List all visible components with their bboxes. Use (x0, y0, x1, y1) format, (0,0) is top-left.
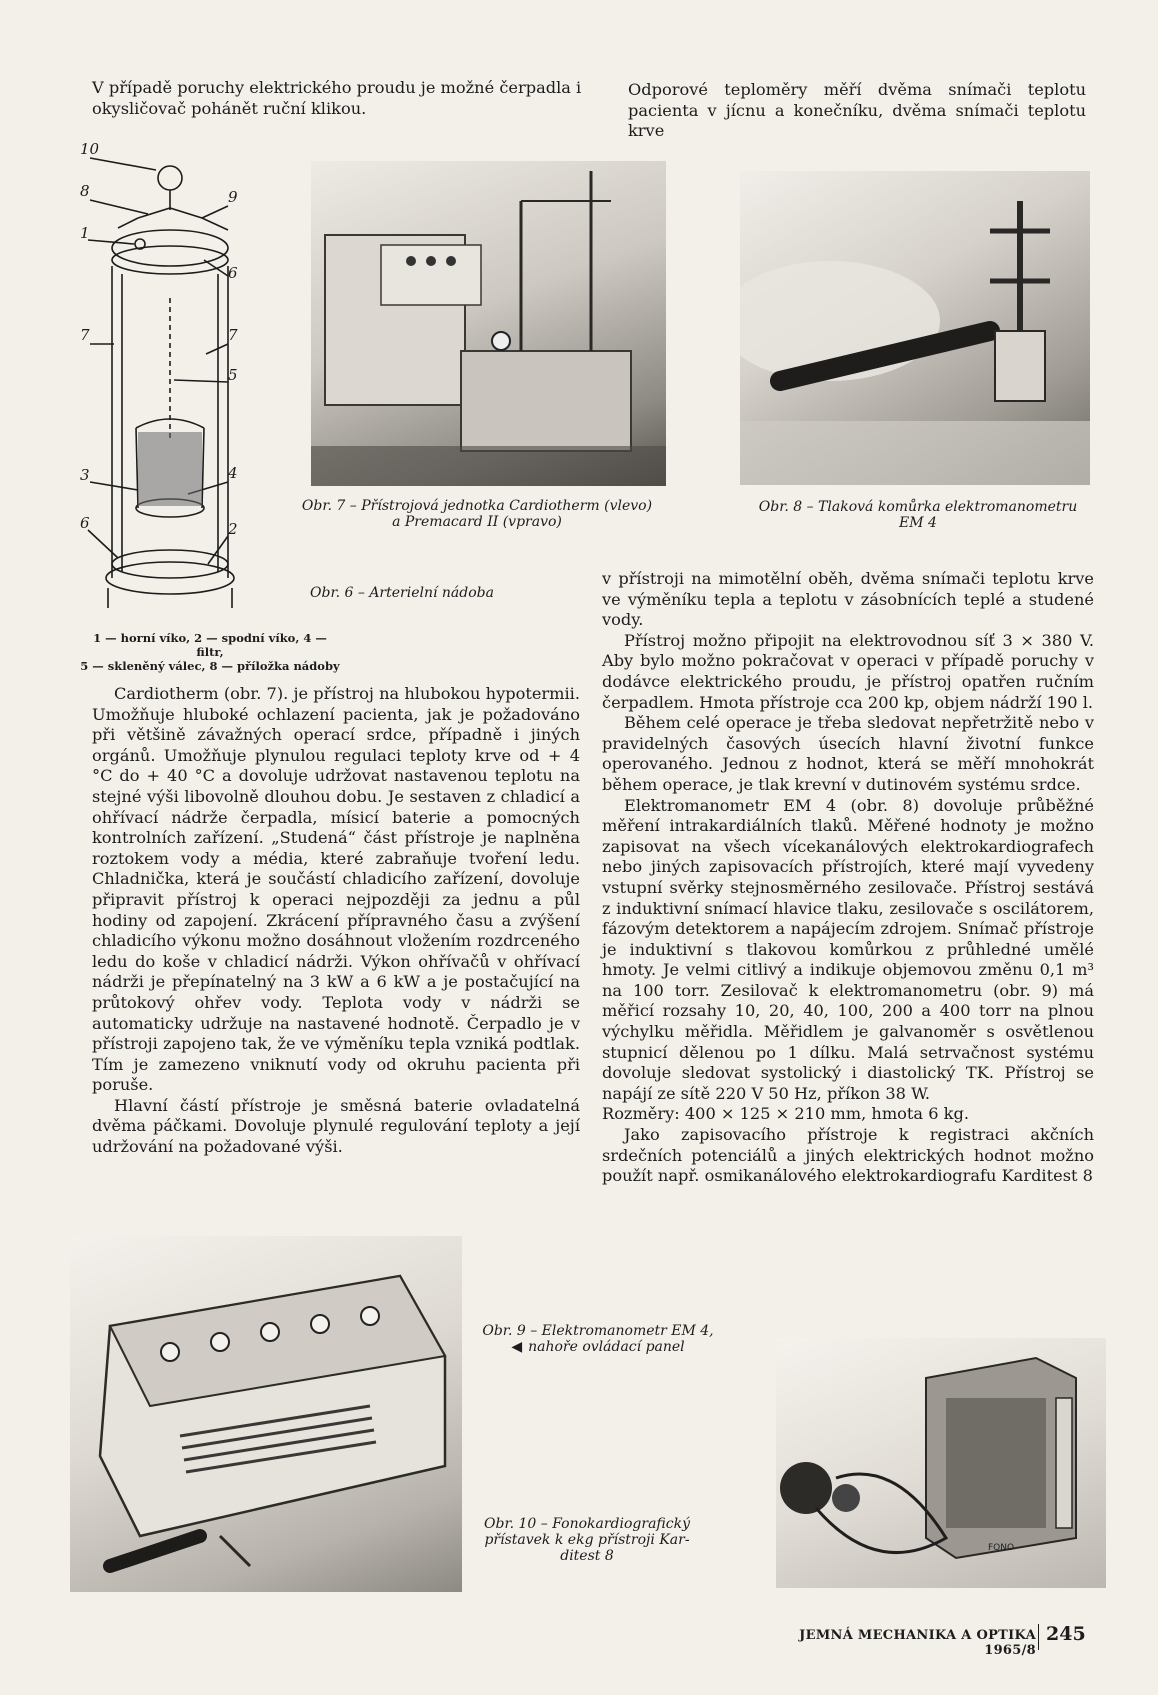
fig6-drawing (78, 140, 278, 618)
top-left-text: V případě poruchy elektrického proudu je možné čerpadla i okysličovač pohánět ruční klikou. (92, 78, 582, 118)
fig6-label-6b: 6 (80, 514, 90, 532)
fig6-label-9: 9 (228, 188, 238, 206)
fig8-caption-line2: EM 4 (899, 515, 937, 531)
right-paragraph-4: Elektromanometr EM 4 (obr. 8) dovoluje průběžné měření intrakardiálních tlaků. Měřené hodnoty je možno zapisovat na všech vícekanálových elektrokardiografech nebo jiných zapisovacích přístrojích, které mají vyvedeny vstupní svěrky stejnosměrného zesilovače. Přístroj sestává z induktivní snímací hlavice tlaku, zesilovače s oscilátorem, fázovým detektorem a napájecím zdrojem. Snímač přístroje je induktivní s tlakovou komůrkou z průhledné umělé hmoty. Je velmi citlivý a indikuje objemovou změnu 0,1 m³ na 100 torr. Zesilovač k elektromanometru (obr. 9) má měřicí rozsahy 10, 20, 40, 100, 200 a 400 torr na plnou výchylku měřidla. Měřidlem je galvanoměr s osvětlenou stupnicí dělenou po 1 dílku. Malá setrvačnost systému dovoluje sledovat systolický i diastolický TK. Přístroj se napájí ze sítě 220 V 50 Hz, příkon 38 W. (602, 795, 1094, 1103)
fig9-photo (70, 1236, 462, 1592)
fig9-caption-line2-text: nahoře ovládací panel (528, 1339, 685, 1355)
fig9-caption-line1: Obr. 9 – Elektromanometr EM 4, (482, 1323, 714, 1339)
fig6-label-4: 4 (228, 464, 238, 482)
fig10-caption-line2: přístavek k ekg přístroji Kar- (484, 1532, 690, 1548)
fig10-caption-line3: ditest 8 (560, 1548, 614, 1564)
fig7-caption-line2: a Premacard II (vpravo) (392, 514, 562, 530)
right-paragraph-2: Přístroj možno připojit na elektrovodnou síť 3 × 380 V. Aby bylo možno pokračovat v operaci v případě poruchy v dodávce elektrického proudu, je přístroj opatřen ručním čerpadlem. Hmota přístroje cca 200 kp, objem nádrží 190 l. (602, 630, 1094, 712)
fig7-photo (311, 161, 666, 486)
fig6-label-3: 3 (80, 466, 90, 484)
journal-name: JEMNÁ MECHANIKA A OPTIKA 1965/8 (799, 1628, 1036, 1658)
right-paragraph-1: v přístroji na mimotělní oběh, dvěma snímači teplotu krve ve výměníku tepla a teplotu v zásobnících teplé a studené vody. (602, 569, 1094, 630)
right-paragraph-3: Během celé operace je třeba sledovat nepřetržitě nebo v pravidelných časových úsecích hlavní životní funkce operovaného. Jednou z hodnot, která se měří mnohokrát během operace, je tlak krevní v dutinovém systému srdce. (602, 713, 1094, 794)
left-column (92, 684, 580, 1158)
fig6-legend (80, 631, 340, 673)
fig6-label-2: 2 (228, 520, 238, 538)
fig10-caption-line1: Obr. 10 – Fonokardiografický (484, 1516, 690, 1532)
fig6-label-7b: 7 (228, 326, 238, 344)
fig6-caption: Obr. 6 – Arterielní nádoba (310, 585, 494, 601)
fig6-label-6: 6 (228, 264, 238, 282)
fig6-legend-line1: 1 — horní víko, 2 — spodní víko, 4 — filtr, (93, 631, 327, 659)
fig6-label-10: 10 (80, 140, 100, 158)
top-right-text: Odporové teploměry měří dvěma snímači teplotu pacienta v jícnu a konečníku, dvěma snímači teplotu krve (628, 80, 1086, 141)
fig10-photo (776, 1338, 1106, 1588)
fig8-photo (740, 171, 1090, 485)
left-paragraph-2: Hlavní částí přístroje je směsná baterie ovladatelná dvěma páčkami. Dovoluje plynulé regulování teploty a její udržování na požadované výši. (92, 1095, 580, 1157)
fig7-caption (292, 498, 662, 530)
fig9-caption (478, 1323, 718, 1355)
fig8-caption-line1: Obr. 8 – Tlaková komůrka elektromanometru (758, 499, 1078, 515)
fig10-caption (462, 1516, 712, 1564)
fig6-label-5: 5 (228, 366, 238, 384)
right-paragraph-6: Jako zapisovacího přístroje k registraci akčních srdečních potenciálů a jiných elektrických hodnot možno použít např. osmikanálového elektrokardiografu Karditest 8 (602, 1125, 1094, 1186)
right-paragraph-5: Rozměry: 400 × 125 × 210 mm, hmota 6 kg. (602, 1104, 969, 1124)
page-number: 245 (1046, 1623, 1086, 1645)
fig8-caption (738, 499, 1098, 531)
fig6-legend-line2: 5 — skleněný válec, 8 — příložka nádoby (80, 659, 340, 673)
fig9-caption-line2 (478, 1339, 718, 1355)
footer-divider (1038, 1624, 1039, 1650)
right-column (602, 569, 1094, 1187)
left-paragraph-1: Cardiotherm (obr. 7). je přístroj na hlubokou hypotermii. Umožňuje hluboké ochlazení pacienta, jak je požadováno při většině závažných operací srdce, případně i jiných orgánů. Umožňuje plynulou regulaci teploty krve od + 4 °C do + 40 °C a dovoluje udržovat nastavenou teplotu na stejné výši libovolně dlouhou dobu. Je sestaven z chladicí a ohřívací nádrže čerpadla, mísicí baterie a pomocných kontrolních zařízení. „Studená“ část přístroje je naplněna roztokem vody a média, které zabraňuje tvoření ledu. Chladnička, která je součástí chladicího zařízení, dovoluje připravit přístroj k operaci nejpozději za jednu a půl hodiny od zapojení. Zkrácení přípravného času a zvýšení chladicího výkonu možno dosáhnout vložením rozdrceného ledu do koše v chladicí nádrži. Výkon ohřívačů v ohřívací nádrži je přepínatelný na 3 kW a 6 kW a je postačující na průtokový ohřev vody. Teplota vody v nádrži se automaticky udržuje na nastavené hodnotě. Čerpadlo je v přístroji zapojeno tak, že ve výměníku tepla vzniká podtlak. Tím je zamezeno vniknutí vody od okruhu pacienta při poruše. (92, 684, 580, 1095)
fig7-caption-line1: Obr. 7 – Přístrojová jednotka Cardiotherm (vlevo) (301, 498, 653, 514)
fig6-label-8: 8 (80, 182, 90, 200)
fono-label: FONO (988, 1543, 1015, 1553)
fig6-label-7a: 7 (80, 326, 90, 344)
fig6-label-1: 1 (80, 224, 90, 242)
left-arrow-icon: ◀ (511, 1339, 523, 1355)
